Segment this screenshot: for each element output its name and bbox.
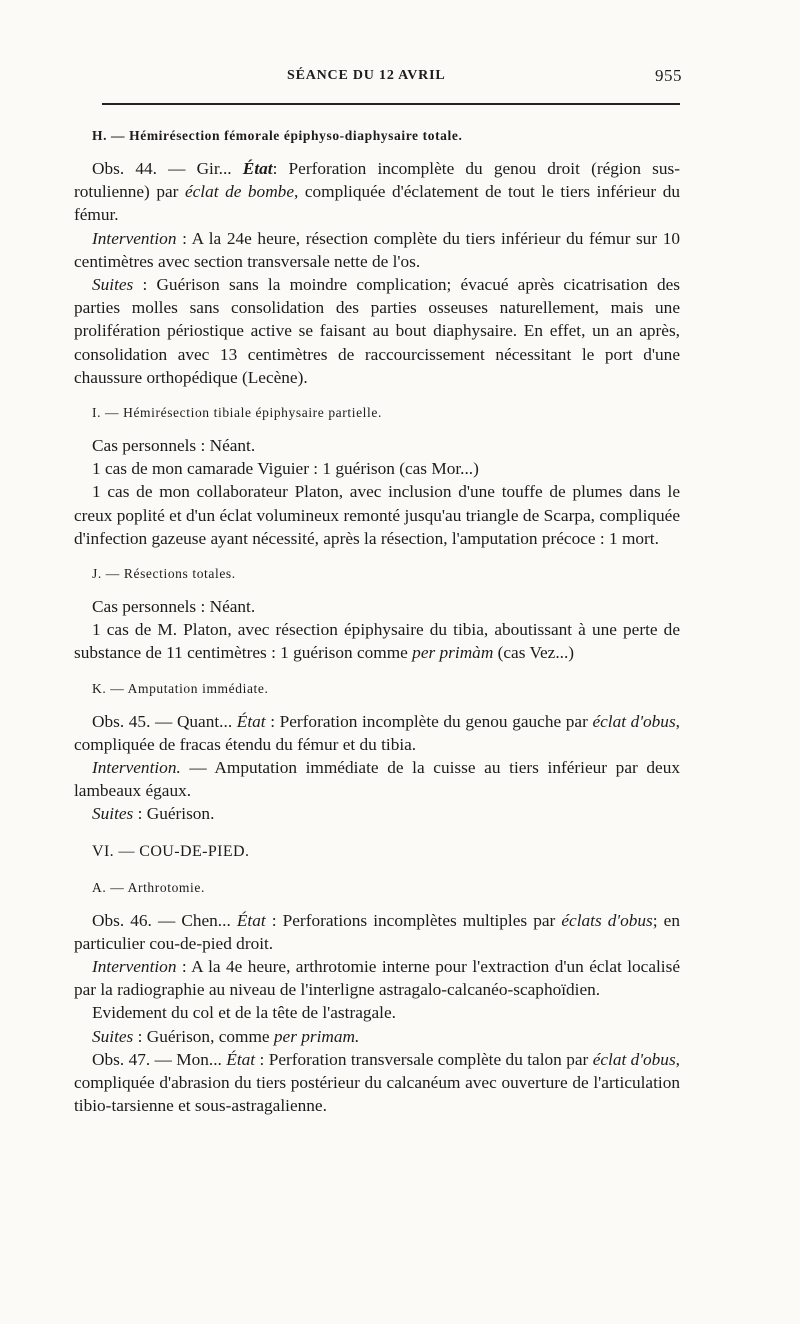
section-title-k: K. — Amputation immédiate. (92, 680, 269, 696)
obs-47-etat: État (226, 1049, 256, 1069)
i-paragraph-1: Cas personnels : Néant. (92, 436, 256, 456)
obs-45-text-end: , compliquée de fracas étendu du fémur et du tibia. (74, 711, 680, 754)
obs-46-text-end: ; en particulier cou-de-pied droit. (74, 910, 680, 953)
obs-46-evidement: Evidement du col et de la tête de l'astragale. (92, 1003, 396, 1023)
obs-47-italic: éclat d'obus (592, 1049, 676, 1069)
suites-label: Suites (92, 804, 134, 824)
obs-46-suites (74, 1025, 680, 1048)
intervention-text: — Amputation immédiate de la cuisse au tiers inférieur par deux lambeaux égaux. (74, 758, 680, 801)
obs-47-text-end: , compliquée d'abrasion du tiers postérieur du calcanéum avec ouverture de l'articulation tibio-tarsienne et sous-astragalienne. (74, 1049, 680, 1116)
obs-45-text: : Perforation incomplète du genou gauche par (265, 711, 593, 731)
intervention-label: Intervention. (92, 758, 181, 778)
obs-45-intervention (74, 756, 680, 802)
suites-italic: per primam. (273, 1026, 360, 1046)
obs-45-italic: éclat d'obus (592, 711, 676, 731)
i-paragraph-2: 1 cas de mon camarade Viguier : 1 guérison (cas Mor...) (92, 459, 479, 479)
running-head: SÉANCE DU 12 AVRIL (287, 68, 446, 83)
section-title-h: H. — Hémirésection fémorale épiphyso-diaphysaire totale. (92, 128, 463, 143)
section-title-i: I. — Hémirésection tibiale épiphysaire partielle. (92, 405, 382, 421)
suites-text: : Guérison sans la moindre complication; évacué après cicatrisation des parties molles sans consolidation des parties osseuses naturellement, mais une prolifération périostique active se faisant au bout diaphysaire. En effet, un an après, consolidation avec 13 centimètres de raccourcissement nécessitant le port d'une chaussure orthopédique (Lecène). (74, 275, 680, 387)
intervention-label: Intervention (92, 228, 177, 248)
obs-45 (74, 710, 680, 756)
section-title-j: J. — Résections totales. (92, 566, 236, 582)
obs-47-label: Obs. 47. — Mon... (92, 1049, 227, 1069)
obs-46-text: : Perforations incomplètes multiples par (265, 910, 562, 930)
chapter-title-vi: VI. — COU-DE-PIED. (92, 842, 250, 860)
j-paragraph-2-end: (cas Vez...) (493, 643, 575, 663)
suites-text: : Guérison, comme (133, 1026, 274, 1046)
j-paragraph-2 (74, 618, 680, 664)
page-header (0, 62, 800, 92)
obs-44-italic: éclat de bombe (184, 182, 294, 202)
intervention-text: : A la 24e heure, résection complète du tiers inférieur du fémur sur 10 centimètres avec section transversale nette de l'os. (74, 228, 680, 271)
obs-46-intervention (74, 955, 680, 1001)
obs-44 (74, 157, 680, 227)
j-paragraph-1: Cas personnels : Néant. (92, 597, 256, 617)
obs-44-etat: État (242, 159, 273, 178)
intervention-label: Intervention (92, 957, 177, 977)
page-number: 955 (655, 66, 682, 85)
obs-47-text: : Perforation transversale complète du talon par (255, 1049, 593, 1069)
j-paragraph-2-italic: per primàm (412, 643, 494, 663)
obs-46-etat: État (236, 910, 266, 930)
intervention-text: : A la 4e heure, arthrotomie interne pour l'extraction d'un éclat localisé par la radiographie au niveau de l'interligne astragalo-calcanéo-scaphoïdien. (74, 957, 680, 1000)
obs-44-label: Obs. 44. — Gir... (92, 159, 243, 178)
suites-label: Suites (92, 275, 134, 295)
obs-46 (74, 909, 680, 955)
obs-46-italic: éclats d'obus (561, 910, 653, 930)
obs-45-suites (74, 802, 680, 825)
section-title-a: A. — Arthrotomie. (92, 879, 205, 895)
page-body (74, 124, 680, 1118)
obs-47 (74, 1048, 680, 1118)
obs-44-suites (74, 273, 680, 389)
obs-44-intervention (74, 227, 680, 273)
obs-45-etat: État (236, 711, 266, 731)
obs-46-label: Obs. 46. — Chen... (92, 910, 237, 930)
i-paragraph-3: 1 cas de mon collaborateur Platon, avec inclusion d'une touffe de plumes dans le creux poplité et d'un éclat volumineux remonté jusqu'au triangle de Scarpa, compliquée d'infection gazeuse ayant nécessité, après la résection, l'amputation précoce : 1 mort. (74, 482, 680, 548)
header-rule (102, 103, 680, 105)
obs-44-text: : Perforation incomplète du genou droit (région sus-rotulienne) par (74, 159, 681, 202)
suites-label: Suites (92, 1026, 134, 1046)
j-paragraph-2-text: 1 cas de M. Platon, avec résection épiphysaire du tibia, aboutissant à une perte de substance de 11 centimètres : 1 guérison comme (74, 620, 680, 663)
suites-text: : Guérison. (133, 804, 215, 824)
obs-44-text-end: , compliquée d'éclatement de tout le tiers inférieur du fémur. (74, 182, 680, 225)
obs-45-label: Obs. 45. — Quant... (92, 711, 237, 731)
